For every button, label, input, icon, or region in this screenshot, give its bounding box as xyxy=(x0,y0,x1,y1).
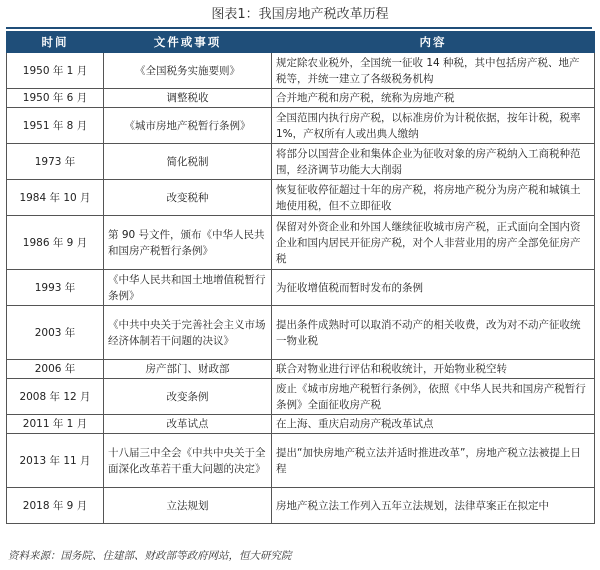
cell-content: 在上海、重庆启动房产税改革试点 xyxy=(272,415,595,434)
table-row xyxy=(7,379,595,415)
table-row xyxy=(7,488,595,524)
cell-document: 简化税制 xyxy=(104,144,272,180)
cell-time: 2006 年 xyxy=(7,360,104,379)
table-row xyxy=(7,89,595,108)
cell-time: 2013 年 11 月 xyxy=(7,434,104,488)
cell-document: 《中共中央关于完善社会主义市场经济体制若干问题的决议》 xyxy=(104,306,272,360)
cell-document: 房产部门、财政部 xyxy=(104,360,272,379)
table-row xyxy=(7,144,595,180)
header-document: 文件或事项 xyxy=(104,32,272,53)
cell-time: 1973 年 xyxy=(7,144,104,180)
table-row xyxy=(7,216,595,270)
cell-content: 恢复征收停征超过十年的房产税，将房地产税分为房产税和城镇土地使用税，但不立即征收 xyxy=(272,180,595,216)
cell-content: 联合对物业进行评估和税收统计，开始物业税空转 xyxy=(272,360,595,379)
table-row xyxy=(7,270,595,306)
header-row xyxy=(7,32,595,53)
header-content: 内容 xyxy=(272,32,595,53)
reform-history-table xyxy=(6,31,595,524)
cell-time: 1950 年 1 月 xyxy=(7,53,104,89)
table-row xyxy=(7,434,595,488)
cell-document: 《城市房地产税暂行条例》 xyxy=(104,108,272,144)
cell-content: 保留对外资企业和外国人继续征收城市房产税，正式面向全国内资企业和国内居民开征房产税，对个人非营业用的房产全部免征房产税 xyxy=(272,216,595,270)
cell-document: 立法规划 xyxy=(104,488,272,524)
cell-time: 2018 年 9 月 xyxy=(7,488,104,524)
table-row xyxy=(7,360,595,379)
cell-time: 2008 年 12 月 xyxy=(7,379,104,415)
cell-time: 2011 年 1 月 xyxy=(7,415,104,434)
cell-content: 合并地产税和房产税，统称为房地产税 xyxy=(272,89,595,108)
cell-time: 1986 年 9 月 xyxy=(7,216,104,270)
cell-content: 全国范围内执行房产税，以标准房价为计税依据，按年计税，税率 1%，产权所有人或出典人缴纳 xyxy=(272,108,595,144)
cell-content: 提出“加快房地产税立法并适时推进改革”，房地产税立法被提上日程 xyxy=(272,434,595,488)
cell-time: 1951 年 8 月 xyxy=(7,108,104,144)
cell-content: 规定除农业税外，全国统一征收 14 种税，其中包括房产税、地产税等，并统一建立了各级税务机构 xyxy=(272,53,595,89)
table-row xyxy=(7,415,595,434)
cell-document: 调整税收 xyxy=(104,89,272,108)
cell-document: 改变条例 xyxy=(104,379,272,415)
table-row xyxy=(7,306,595,360)
cell-content: 废止《城市房地产税暂行条例》，依照《中华人民共和国房产税暂行条例》全面征收房产税 xyxy=(272,379,595,415)
cell-document: 《中华人民共和国土地增值税暂行条例》 xyxy=(104,270,272,306)
cell-time: 1993 年 xyxy=(7,270,104,306)
cell-document: 《全国税务实施要则》 xyxy=(104,53,272,89)
cell-time: 1984 年 10 月 xyxy=(7,180,104,216)
source-note: 资料来源：国务院、住建部、财政部等政府网站，恒大研究院 xyxy=(8,550,292,562)
caption-divider xyxy=(6,27,592,29)
cell-content: 将部分以国营企业和集体企业为征收对象的房产税纳入工商税种范围，经济调节功能大大削弱 xyxy=(272,144,595,180)
header-time: 时间 xyxy=(7,32,104,53)
table-row xyxy=(7,180,595,216)
cell-time: 2003 年 xyxy=(7,306,104,360)
table-row xyxy=(7,108,595,144)
cell-content: 提出条件成熟时可以取消不动产的相关收费，改为对不动产征收统一物业税 xyxy=(272,306,595,360)
cell-document: 改革试点 xyxy=(104,415,272,434)
cell-time: 1950 年 6 月 xyxy=(7,89,104,108)
table-caption: 图表1：我国房地产税改革历程 xyxy=(211,7,389,22)
table-row xyxy=(7,53,595,89)
cell-document: 第 90 号文件，颁布《中华人民共和国房产税暂行条例》 xyxy=(104,216,272,270)
cell-content: 为征收增值税而暂时发布的条例 xyxy=(272,270,595,306)
cell-document: 改变税种 xyxy=(104,180,272,216)
cell-content: 房地产税立法工作列入五年立法规划，法律草案正在拟定中 xyxy=(272,488,595,524)
cell-document: 十八届三中全会《中共中央关于全面深化改革若干重大问题的决定》 xyxy=(104,434,272,488)
